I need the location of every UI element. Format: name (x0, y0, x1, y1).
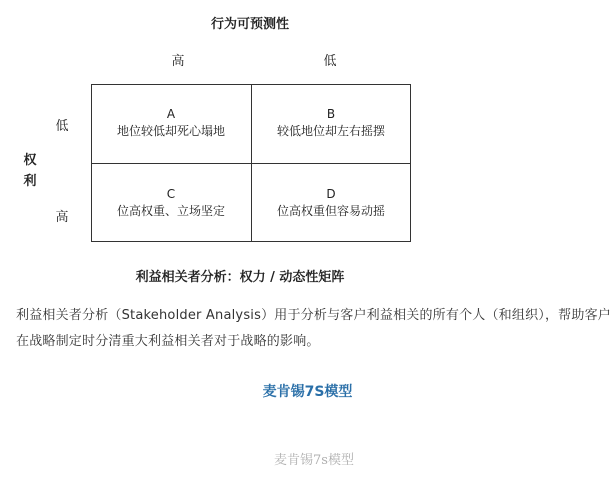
row-axis-char-2: 利 (23, 174, 37, 189)
row-axis-label (18, 150, 42, 192)
matrix-caption: 利益相关者分析：权力 / 动态性矩阵 (135, 270, 345, 285)
row-axis-char-1: 权 (23, 153, 37, 168)
cell-letter: A (166, 107, 176, 121)
section-heading: 麦肯锡7S模型 (262, 384, 353, 400)
matrix-horizontal-divider (91, 163, 411, 164)
cell-text: 地位较低却死心塌地 (116, 124, 225, 138)
cell-text: 较低地位却左右摇摆 (276, 124, 385, 138)
cell-text: 位高权重、立场坚定 (116, 204, 225, 218)
row-header-high: 高 (55, 210, 69, 225)
matrix-cell-d (251, 186, 411, 220)
matrix-cell-b (251, 106, 411, 140)
cell-letter: C (166, 187, 176, 201)
cell-text: 位高权重但容易动摇 (276, 204, 385, 218)
image-caption-watermark: 麦肯锡7s模型 (274, 453, 354, 468)
matrix-cell-c (91, 186, 251, 220)
column-header-high: 高 (171, 54, 185, 69)
row-header-low: 低 (55, 119, 69, 134)
cell-letter: D (326, 187, 336, 201)
matrix-top-title: 行为可预测性 (210, 17, 289, 32)
matrix-cell-a (91, 106, 251, 140)
column-header-low: 低 (323, 54, 337, 69)
body-paragraph: 利益相关者分析（Stakeholder Analysis）用于分析与客户利益相关的所有个人（和组织），帮助客户在战略制定时分清重大利益相关者对于战略的影响。 (16, 308, 611, 349)
cell-letter: B (326, 107, 336, 121)
